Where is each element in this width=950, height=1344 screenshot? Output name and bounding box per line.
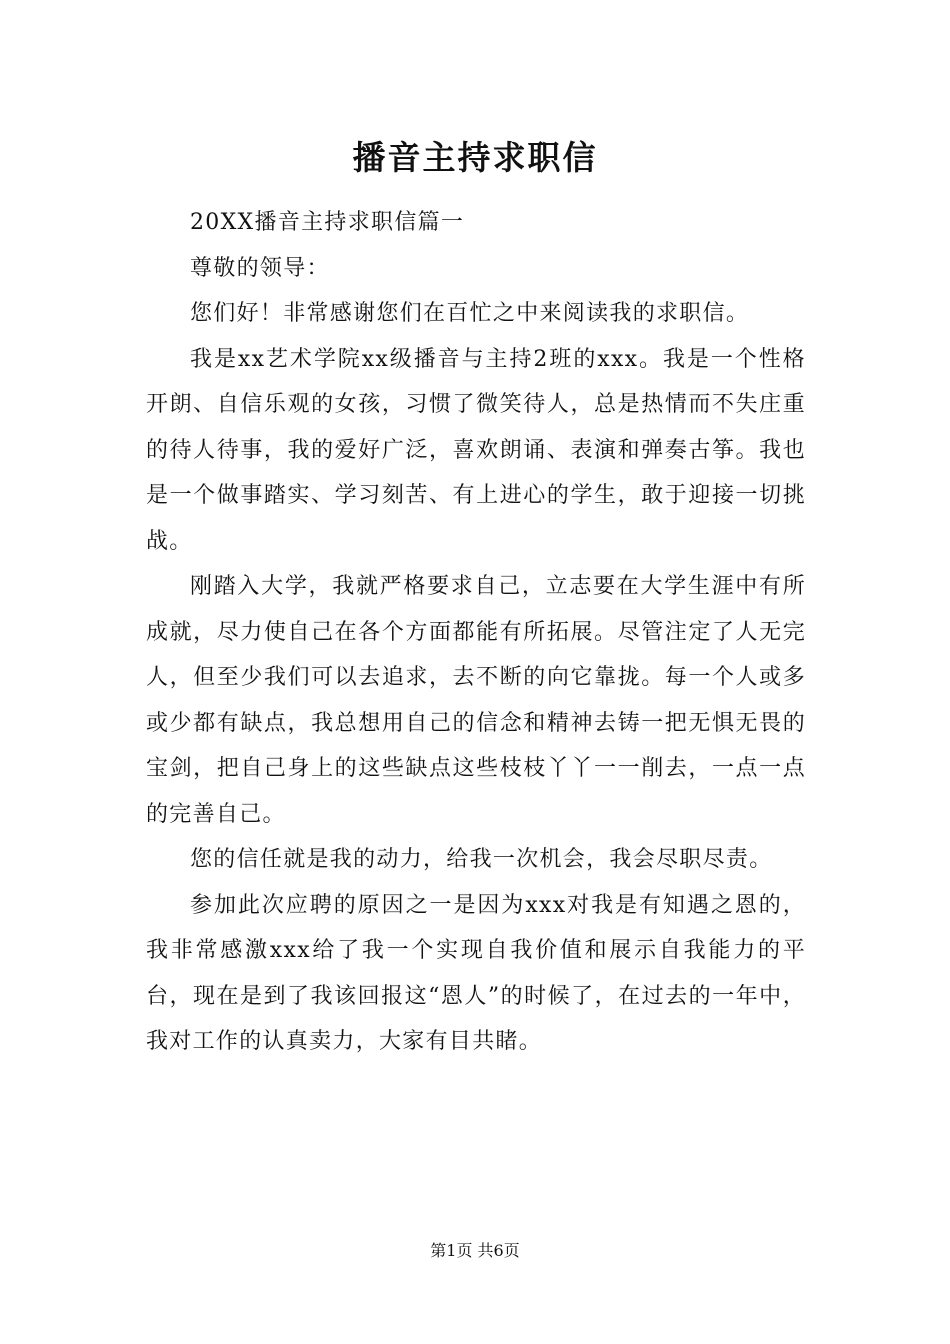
- paragraph-reason: 参加此次应聘的原因之一是因为xxx对我是有知遇之恩的，我非常感激xxx给了我一个实现自我价值和展示自我能力的平台，现在是到了我该回报这“恩人”的时候了，在过去的一年中，我对工作的认真卖力，大家有目共睹。: [146, 892, 806, 1054]
- paragraph-request: 您的信任就是我的动力，给我一次机会，我会尽职尽责。: [190, 847, 773, 872]
- paragraph-salutation: 尊敬的领导：: [190, 255, 330, 281]
- paragraph-greeting: 您们好！非常感谢您们在百忙之中来阅读我的求职信。: [190, 301, 750, 326]
- paragraph-heading: 20XX播音主持求职信篇一: [190, 210, 465, 235]
- document-body: [146, 200, 806, 1065]
- page-number-footer: 第1页 共6页: [430, 1241, 520, 1260]
- document-title: 播音主持求职信: [352, 138, 598, 177]
- paragraph-university: 刚踏入大学，我就严格要求自己，立志要在大学生涯中有所成就，尽力使自己在各个方面都能有所拓展。尽管注定了人无完人，但至少我们可以去追求，去不断的向它靠拢。每一个人或多或少都有缺点，我总想用自己的信念和精神去铸一把无惧无畏的宝剑，把自己身上的这些缺点这些枝枝丫丫一一削去，一点一点的完善自己。: [146, 574, 806, 827]
- paragraph-introduction: 我是xx艺术学院xx级播音与主持2班的xxx。我是一个性格开朗、自信乐观的女孩，习惯了微笑待人，总是热情而不失庄重的待人待事，我的爱好广泛，喜欢朗诵、表演和弹奏古筝。我也是一个做事踏实、学习刻苦、有上进心的学生，敢于迎接一切挑战。: [146, 346, 806, 554]
